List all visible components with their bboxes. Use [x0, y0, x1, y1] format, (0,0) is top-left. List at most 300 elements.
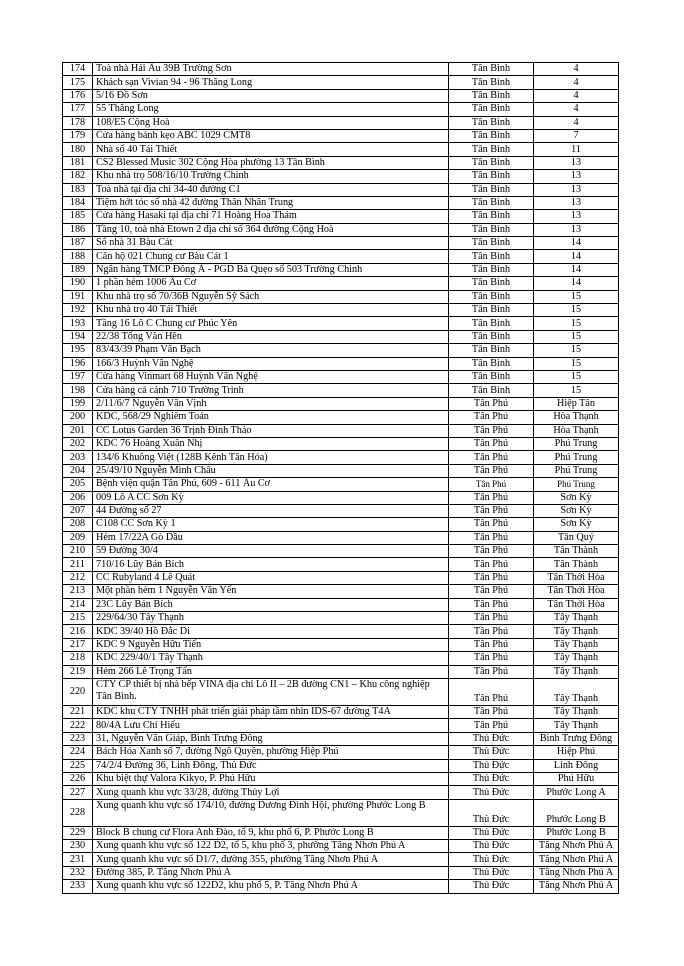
district-cell: Tân Phú: [449, 612, 534, 625]
ward-cell: Tây Thạnh: [534, 678, 619, 705]
district-cell: Thủ Đức: [449, 746, 534, 759]
row-number: 231: [63, 853, 93, 866]
ward-cell: Hiệp Tân: [534, 397, 619, 410]
address-cell: Xung quanh khu vực số 122D2, khu phố 5, P. Tăng Nhơn Phú A: [93, 880, 449, 893]
table-row: [63, 424, 619, 437]
table-row: [63, 451, 619, 464]
district-cell: Tân Bình: [449, 210, 534, 223]
table-row: [63, 210, 619, 223]
table-row: [63, 678, 619, 705]
ward-cell: 4: [534, 63, 619, 76]
table-row: [63, 370, 619, 383]
ward-cell: Phước Long B: [534, 826, 619, 839]
row-number: 230: [63, 840, 93, 853]
district-cell: Tân Bình: [449, 89, 534, 102]
row-number: 215: [63, 612, 93, 625]
row-number: 224: [63, 746, 93, 759]
table-row: [63, 598, 619, 611]
district-cell: Tân Bình: [449, 330, 534, 343]
ward-cell: Tân Thành: [534, 545, 619, 558]
district-cell: Tân Phú: [449, 545, 534, 558]
district-cell: Tân Phú: [449, 571, 534, 584]
district-cell: Tân Phú: [449, 585, 534, 598]
ward-cell: Hòa Thạnh: [534, 424, 619, 437]
district-cell: Tân Phú: [449, 719, 534, 732]
address-cell: Bệnh viện quận Tân Phú, 609 - 611 Âu Cơ: [93, 478, 449, 491]
address-cell: 55 Thăng Long: [93, 103, 449, 116]
table-row: [63, 143, 619, 156]
address-cell: Ngân hàng TMCP Đông Á - PGD Bà Quẹo số 503 Trường Chinh: [93, 263, 449, 276]
address-cell: 74/2/4 Đường 36, Linh Đông, Thủ Đức: [93, 759, 449, 772]
row-number: 222: [63, 719, 93, 732]
row-number: 196: [63, 357, 93, 370]
address-table: [62, 62, 619, 894]
address-cell: KDC khu CTY TNHH phát triển giải pháp tầm nhìn IDS-67 đường T4A: [93, 705, 449, 718]
table-row: [63, 732, 619, 745]
district-cell: Tân Bình: [449, 344, 534, 357]
ward-cell: 7: [534, 129, 619, 142]
ward-cell: Hiệp Phú: [534, 746, 619, 759]
district-cell: Tân Phú: [449, 678, 534, 705]
address-cell: Block B chung cư Flora Anh Đào, tổ 9, khu phố 6, P. Phước Long B: [93, 826, 449, 839]
ward-cell: Tân Thới Hòa: [534, 585, 619, 598]
row-number: 219: [63, 665, 93, 678]
address-cell: 22/38 Tống Văn Hên: [93, 330, 449, 343]
district-cell: Tân Bình: [449, 156, 534, 169]
ward-cell: 11: [534, 143, 619, 156]
ward-cell: Tăng Nhơn Phú A: [534, 866, 619, 879]
ward-cell: Phú Trung: [534, 437, 619, 450]
row-number: 203: [63, 451, 93, 464]
address-cell: Khu biệt thự Valora Kikyo, P. Phú Hữu: [93, 772, 449, 785]
ward-cell: 15: [534, 304, 619, 317]
row-number: 175: [63, 76, 93, 89]
ward-cell: Tây Thạnh: [534, 612, 619, 625]
ward-cell: Tây Thạnh: [534, 625, 619, 638]
row-number: 188: [63, 250, 93, 263]
row-number: 211: [63, 558, 93, 571]
table-row: [63, 317, 619, 330]
address-cell: Khách sạn Vivian 94 - 96 Thăng Long: [93, 76, 449, 89]
district-cell: Tân Phú: [449, 397, 534, 410]
table-row: [63, 772, 619, 785]
address-cell: Đường 385, P. Tăng Nhơn Phú A: [93, 866, 449, 879]
table-row: [63, 625, 619, 638]
ward-cell: 14: [534, 263, 619, 276]
address-cell: 80/4A Lưu Chí Hiếu: [93, 719, 449, 732]
ward-cell: Tăng Nhơn Phú A: [534, 880, 619, 893]
table-row: [63, 129, 619, 142]
row-number: 221: [63, 705, 93, 718]
ward-cell: Bình Trưng Đông: [534, 732, 619, 745]
ward-cell: 15: [534, 290, 619, 303]
address-cell: KDC 39/40 Hồ Đắc Di: [93, 625, 449, 638]
table-row: [63, 665, 619, 678]
row-number: 204: [63, 464, 93, 477]
row-number: 223: [63, 732, 93, 745]
ward-cell: Tây Thạnh: [534, 638, 619, 651]
district-cell: Tân Phú: [449, 491, 534, 504]
row-number: 200: [63, 411, 93, 424]
district-cell: Tân Bình: [449, 290, 534, 303]
table-row: [63, 638, 619, 651]
address-cell: Khu nhà trọ 508/16/10 Trường Chinh: [93, 170, 449, 183]
ward-cell: 15: [534, 384, 619, 397]
table-row: [63, 853, 619, 866]
table-row: [63, 397, 619, 410]
district-cell: Tân Phú: [449, 598, 534, 611]
row-number: 228: [63, 799, 93, 826]
table-row: [63, 196, 619, 209]
address-cell: Tiệm hớt tóc số nhà 42 đường Thân Nhân Trung: [93, 196, 449, 209]
row-number: 183: [63, 183, 93, 196]
row-number: 180: [63, 143, 93, 156]
table-row: [63, 237, 619, 250]
row-number: 191: [63, 290, 93, 303]
table-row: [63, 304, 619, 317]
address-cell: KDC 9 Nguyễn Hữu Tiến: [93, 638, 449, 651]
table-row: [63, 464, 619, 477]
ward-cell: Tây Thạnh: [534, 652, 619, 665]
address-cell: 009 Lô A CC Sơn Kỳ: [93, 491, 449, 504]
table-row: [63, 652, 619, 665]
table-row: [63, 437, 619, 450]
row-number: 193: [63, 317, 93, 330]
table-row: [63, 840, 619, 853]
table-row: [63, 478, 619, 491]
district-cell: Tân Bình: [449, 196, 534, 209]
row-number: 177: [63, 103, 93, 116]
row-number: 202: [63, 437, 93, 450]
ward-cell: 15: [534, 357, 619, 370]
row-number: 233: [63, 880, 93, 893]
table-row: [63, 277, 619, 290]
address-cell: 5/16 Đồ Sơn: [93, 89, 449, 102]
table-row: [63, 866, 619, 879]
address-cell: 229/64/30 Tây Thạnh: [93, 612, 449, 625]
district-cell: Tân Bình: [449, 370, 534, 383]
address-cell: CC Rubyland 4 Lê Quát: [93, 571, 449, 584]
district-cell: Tân Bình: [449, 263, 534, 276]
table-row: [63, 116, 619, 129]
ward-cell: 4: [534, 116, 619, 129]
table-row: [63, 63, 619, 76]
row-number: 205: [63, 478, 93, 491]
ward-cell: Phú Hữu: [534, 772, 619, 785]
district-cell: Tân Phú: [449, 625, 534, 638]
address-cell: 44 Đường số 27: [93, 504, 449, 517]
district-cell: Tân Bình: [449, 357, 534, 370]
address-cell: Xung quanh khu vực 33/28, đường Thủy Lợi: [93, 786, 449, 799]
table-row: [63, 170, 619, 183]
ward-cell: Tân Thành: [534, 558, 619, 571]
ward-cell: 15: [534, 370, 619, 383]
row-number: 174: [63, 63, 93, 76]
ward-cell: Phú Trung: [534, 451, 619, 464]
table-row: [63, 585, 619, 598]
address-cell: Nhà số 40 Tái Thiết: [93, 143, 449, 156]
row-number: 213: [63, 585, 93, 598]
row-number: 218: [63, 652, 93, 665]
table-row: [63, 880, 619, 893]
ward-cell: Phú Trung: [534, 464, 619, 477]
district-cell: Tân Bình: [449, 76, 534, 89]
table-row: [63, 103, 619, 116]
ward-cell: Tây Thạnh: [534, 665, 619, 678]
row-number: 208: [63, 518, 93, 531]
ward-cell: Phước Long A: [534, 786, 619, 799]
ward-cell: Phước Long B: [534, 799, 619, 826]
district-cell: Tân Phú: [449, 518, 534, 531]
table-row: [63, 705, 619, 718]
ward-cell: Phú Trung: [534, 478, 619, 491]
row-number: 217: [63, 638, 93, 651]
address-cell: Căn hộ 021 Chung cư Bàu Cát 1: [93, 250, 449, 263]
district-cell: Tân Phú: [449, 411, 534, 424]
table-row: [63, 263, 619, 276]
address-cell: CTY CP thiết bị nhà bếp VINA địa chỉ Lô II – 2B đường CN1 – Khu công nghiệp Tân Bình.: [93, 678, 449, 705]
table-row: [63, 612, 619, 625]
row-number: 179: [63, 129, 93, 142]
district-cell: Tân Bình: [449, 129, 534, 142]
district-cell: Tân Phú: [449, 504, 534, 517]
row-number: 181: [63, 156, 93, 169]
address-cell: Một phần hẻm 1 Nguyễn Văn Yến: [93, 585, 449, 598]
row-number: 216: [63, 625, 93, 638]
address-cell: 59 Đường 30/4: [93, 545, 449, 558]
address-cell: Khu nhà trọ số 70/36B Nguyễn Sỹ Sách: [93, 290, 449, 303]
district-cell: Tân Phú: [449, 451, 534, 464]
address-cell: 2/11/6/7 Nguyễn Văn Vịnh: [93, 397, 449, 410]
row-number: 201: [63, 424, 93, 437]
ward-cell: 13: [534, 156, 619, 169]
ward-cell: 14: [534, 277, 619, 290]
ward-cell: Hòa Thạnh: [534, 411, 619, 424]
row-number: 209: [63, 531, 93, 544]
address-cell: 25/49/10 Nguyễn Minh Châu: [93, 464, 449, 477]
address-cell: Tầng 16 Lô C Chung cư Phúc Yên: [93, 317, 449, 330]
address-cell: CC Lotus Garden 36 Trịnh Đình Thảo: [93, 424, 449, 437]
address-cell: CS2 Blessed Music 302 Cộng Hòa phường 13 Tân Bình: [93, 156, 449, 169]
address-cell: Xung quanh khu vực số 122 D2, tổ 5, khu phố 3, phường Tăng Nhơn Phú A: [93, 840, 449, 853]
address-cell: C108 CC Sơn Kỳ 1: [93, 518, 449, 531]
district-cell: Tân Bình: [449, 170, 534, 183]
table-row: [63, 156, 619, 169]
row-number: 210: [63, 545, 93, 558]
ward-cell: 4: [534, 89, 619, 102]
table-row: [63, 504, 619, 517]
address-cell: 23C Lũy Bán Bích: [93, 598, 449, 611]
ward-cell: 14: [534, 250, 619, 263]
ward-cell: 15: [534, 344, 619, 357]
row-number: 214: [63, 598, 93, 611]
ward-cell: 14: [534, 237, 619, 250]
table-row: [63, 183, 619, 196]
row-number: 195: [63, 344, 93, 357]
district-cell: Tân Bình: [449, 103, 534, 116]
district-cell: Tân Phú: [449, 705, 534, 718]
district-cell: Tân Bình: [449, 116, 534, 129]
table-row: [63, 250, 619, 263]
address-cell: 31, Nguyễn Văn Giáp, Bình Trưng Đông: [93, 732, 449, 745]
ward-cell: 4: [534, 103, 619, 116]
table-row: [63, 571, 619, 584]
row-number: 207: [63, 504, 93, 517]
ward-cell: Sơn Kỳ: [534, 491, 619, 504]
district-cell: Tân Phú: [449, 424, 534, 437]
ward-cell: 15: [534, 317, 619, 330]
ward-cell: 13: [534, 210, 619, 223]
row-number: 198: [63, 384, 93, 397]
table-row: [63, 518, 619, 531]
district-cell: Thủ Đức: [449, 772, 534, 785]
ward-cell: Sơn Kỳ: [534, 518, 619, 531]
address-cell: Xung quanh khu vực số 174/10, đường Dương Đình Hội, phường Phước Long B: [93, 799, 449, 826]
table-row: [63, 558, 619, 571]
address-cell: Toà nhà Hải Âu 39B Trường Sơn: [93, 63, 449, 76]
table-row: [63, 290, 619, 303]
ward-cell: Tân Thới Hòa: [534, 571, 619, 584]
row-number: 194: [63, 330, 93, 343]
address-cell: 1 phần hẻm 1006 Âu Cơ: [93, 277, 449, 290]
row-number: 206: [63, 491, 93, 504]
district-cell: Tân Bình: [449, 384, 534, 397]
address-cell: Hẻm 17/22A Gò Dầu: [93, 531, 449, 544]
district-cell: Tân Bình: [449, 317, 534, 330]
ward-cell: Tây Thạnh: [534, 719, 619, 732]
row-number: 199: [63, 397, 93, 410]
address-cell: KDC, 568/29 Nghiêm Toản: [93, 411, 449, 424]
address-cell: Khu nhà trọ 40 Tái Thiết: [93, 304, 449, 317]
address-cell: Bách Hóa Xanh số 7, đường Ngô Quyền, phường Hiệp Phú: [93, 746, 449, 759]
table-row: [63, 826, 619, 839]
row-number: 184: [63, 196, 93, 209]
ward-cell: Tăng Nhơn Phú A: [534, 840, 619, 853]
address-cell: Số nhà 31 Bàu Cát: [93, 237, 449, 250]
district-cell: Tân Bình: [449, 277, 534, 290]
table-row: [63, 384, 619, 397]
table-row: [63, 491, 619, 504]
district-cell: Thủ Đức: [449, 880, 534, 893]
district-cell: Thủ Đức: [449, 853, 534, 866]
district-cell: Tân Phú: [449, 464, 534, 477]
address-cell: Cửa hàng Vinmart 68 Huỳnh Văn Nghệ: [93, 370, 449, 383]
address-cell: Toà nhà tại địa chỉ 34-40 đường C1: [93, 183, 449, 196]
district-cell: Thủ Đức: [449, 786, 534, 799]
address-cell: KDC 76 Hoàng Xuân Nhị: [93, 437, 449, 450]
district-cell: Thủ Đức: [449, 759, 534, 772]
address-cell: 134/6 Khuông Việt (128B Kênh Tân Hóa): [93, 451, 449, 464]
ward-cell: 13: [534, 170, 619, 183]
table-row: [63, 545, 619, 558]
address-cell: Xung quanh khu vực số D1/7, đường 355, phường Tăng Nhơn Phú A: [93, 853, 449, 866]
row-number: 192: [63, 304, 93, 317]
table-row: [63, 330, 619, 343]
row-number: 185: [63, 210, 93, 223]
row-number: 226: [63, 772, 93, 785]
ward-cell: 15: [534, 330, 619, 343]
row-number: 225: [63, 759, 93, 772]
district-cell: Thủ Đức: [449, 840, 534, 853]
ward-cell: 13: [534, 183, 619, 196]
table-row: [63, 411, 619, 424]
district-cell: Tân Phú: [449, 478, 534, 491]
table-row: [63, 344, 619, 357]
table-row: [63, 357, 619, 370]
address-cell: 83/43/39 Phạm Văn Bạch: [93, 344, 449, 357]
district-cell: Tân Bình: [449, 143, 534, 156]
row-number: 178: [63, 116, 93, 129]
table-row: [63, 89, 619, 102]
district-cell: Tân Phú: [449, 652, 534, 665]
table-row: [63, 799, 619, 826]
ward-cell: Tăng Nhơn Phú A: [534, 853, 619, 866]
row-number: 220: [63, 678, 93, 705]
district-cell: Tân Bình: [449, 304, 534, 317]
row-number: 182: [63, 170, 93, 183]
table-row: [63, 223, 619, 236]
address-cell: 108/E5 Cộng Hoà: [93, 116, 449, 129]
district-cell: Tân Bình: [449, 63, 534, 76]
table-body: [63, 63, 619, 894]
row-number: 197: [63, 370, 93, 383]
district-cell: Thủ Đức: [449, 799, 534, 826]
district-cell: Tân Bình: [449, 250, 534, 263]
district-cell: Tân Phú: [449, 437, 534, 450]
table-row: [63, 531, 619, 544]
district-cell: Tân Phú: [449, 665, 534, 678]
district-cell: Tân Bình: [449, 223, 534, 236]
address-cell: Hẻm 266 Lê Trọng Tấn: [93, 665, 449, 678]
district-cell: Tân Phú: [449, 638, 534, 651]
row-number: 232: [63, 866, 93, 879]
address-cell: Cửa hàng bánh kẹo ABC 1029 CMT8: [93, 129, 449, 142]
ward-cell: Sơn Kỳ: [534, 504, 619, 517]
address-cell: KDC 229/40/1 Tây Thạnh: [93, 652, 449, 665]
row-number: 227: [63, 786, 93, 799]
district-cell: Tân Bình: [449, 183, 534, 196]
table-row: [63, 786, 619, 799]
district-cell: Thủ Đức: [449, 732, 534, 745]
ward-cell: Tân Quý: [534, 531, 619, 544]
ward-cell: 13: [534, 196, 619, 209]
row-number: 229: [63, 826, 93, 839]
ward-cell: Tây Thạnh: [534, 705, 619, 718]
district-cell: Tân Phú: [449, 558, 534, 571]
ward-cell: 13: [534, 223, 619, 236]
table-row: [63, 719, 619, 732]
district-cell: Thủ Đức: [449, 826, 534, 839]
row-number: 176: [63, 89, 93, 102]
district-cell: Tân Bình: [449, 237, 534, 250]
address-cell: 166/3 Huỳnh Văn Nghệ: [93, 357, 449, 370]
table-row: [63, 76, 619, 89]
row-number: 212: [63, 571, 93, 584]
ward-cell: 4: [534, 76, 619, 89]
table-row: [63, 746, 619, 759]
ward-cell: Linh Đông: [534, 759, 619, 772]
district-cell: Thủ Đức: [449, 866, 534, 879]
address-cell: Cửa hàng cá cảnh 710 Trường Trinh: [93, 384, 449, 397]
table-row: [63, 759, 619, 772]
district-cell: Tân Phú: [449, 531, 534, 544]
address-cell: Tầng 10, toà nhà Etown 2 địa chỉ số 364 đường Cộng Hoà: [93, 223, 449, 236]
row-number: 186: [63, 223, 93, 236]
row-number: 190: [63, 277, 93, 290]
address-cell: Cửa hàng Hasaki tại địa chỉ 71 Hoàng Hoa Thám: [93, 210, 449, 223]
address-cell: 710/16 Lũy Bán Bích: [93, 558, 449, 571]
row-number: 189: [63, 263, 93, 276]
